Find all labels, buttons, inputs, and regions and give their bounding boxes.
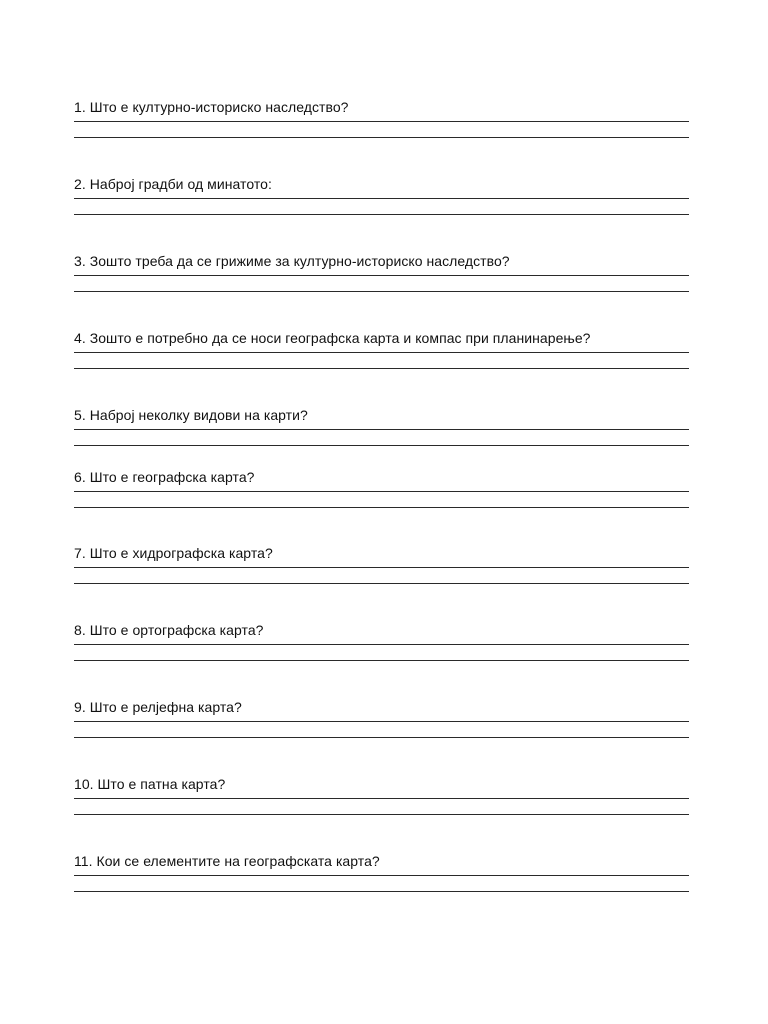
answer-line[interactable] (74, 660, 689, 661)
question-text: 5. Наброј неколку видови на карти? (74, 407, 308, 423)
question-3 (74, 253, 690, 269)
answer-line[interactable] (74, 721, 689, 722)
answer-line[interactable] (74, 798, 689, 799)
question-10 (74, 776, 690, 792)
question-11 (74, 853, 690, 869)
answer-line[interactable] (74, 737, 689, 738)
answer-line[interactable] (74, 567, 689, 568)
answer-line[interactable] (74, 275, 689, 276)
answer-line[interactable] (74, 121, 689, 122)
question-text: 7. Што е хидрографска карта? (74, 545, 273, 561)
question-6 (74, 469, 690, 485)
question-text: 10. Што е патна карта? (74, 776, 226, 792)
question-5 (74, 407, 690, 423)
answer-line[interactable] (74, 583, 689, 584)
answer-line[interactable] (74, 491, 689, 492)
question-text: 2. Наброј градби од минатото: (74, 176, 272, 192)
question-7 (74, 545, 690, 561)
answer-line[interactable] (74, 875, 689, 876)
answer-line[interactable] (74, 445, 689, 446)
answer-line[interactable] (74, 214, 689, 215)
answer-line[interactable] (74, 814, 689, 815)
answer-line[interactable] (74, 891, 689, 892)
question-8 (74, 622, 690, 638)
question-text: 6. Што е географска карта? (74, 469, 255, 485)
answer-line[interactable] (74, 429, 689, 430)
question-2 (74, 176, 690, 192)
answer-line[interactable] (74, 644, 689, 645)
question-1 (74, 99, 690, 115)
answer-line[interactable] (74, 137, 689, 138)
question-text: 3. Зошто треба да се грижиме за културно-историско наследство? (74, 253, 510, 269)
question-text: 1. Што е културно-историско наследство? (74, 99, 349, 115)
question-4 (74, 330, 690, 346)
answer-line[interactable] (74, 352, 689, 353)
question-9 (74, 699, 690, 715)
answer-line[interactable] (74, 368, 689, 369)
answer-line[interactable] (74, 291, 689, 292)
question-text: 4. Зошто е потребно да се носи географска карта и компас при планинарење? (74, 330, 591, 346)
question-text: 9. Што е релјефна карта? (74, 699, 242, 715)
answer-line[interactable] (74, 198, 689, 199)
question-text: 11. Кои се елементите на географската карта? (74, 853, 380, 869)
answer-line[interactable] (74, 507, 689, 508)
question-text: 8. Што е ортографска карта? (74, 622, 264, 638)
